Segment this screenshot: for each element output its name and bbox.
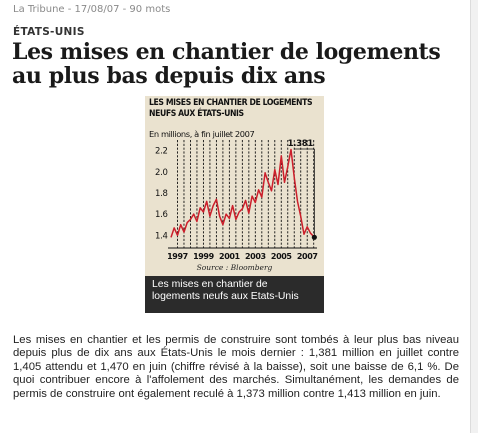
chart-ytick-label: 1.6 xyxy=(155,210,168,221)
article-meta: La Tribune - 17/08/07 - 90 mots xyxy=(13,4,171,15)
chart-ytick-label: 1.4 xyxy=(155,231,168,242)
chart-xtick-label: 1999 xyxy=(193,252,214,261)
chart-ytick-label: 2.0 xyxy=(155,167,168,178)
headline: Les mises en chantier de logements au plus bas depuis dix ans xyxy=(12,39,441,89)
chart-xtick-label: 2005 xyxy=(270,252,292,261)
section-label: ÉTATS-UNIS xyxy=(13,26,85,38)
figure-caption: Les mises en chantier de logements neufs aux Etats-Unis xyxy=(145,276,324,313)
figure xyxy=(145,96,324,313)
chart-xtick-label: 2003 xyxy=(244,252,266,261)
chart-xtick-label: 2001 xyxy=(219,252,240,261)
chart-source: Source : Bloomberg xyxy=(196,263,273,272)
chart-svg xyxy=(145,138,324,262)
chart-xtick-label: 1997 xyxy=(167,252,188,261)
article-body: Les mises en chantier et les permis de construire sont tombés à leur plus bas niveau depuis plus de dix ans aux États-Unis le mois dernier : 1,381 million en juillet contre 1,405 attendu et 1,470 en juin (chiffre révisé à la baisse), soit une baisse de 6,1 %. De quoi contribuer encore à l'affolement des marchés. Simultanément, les demandes de permis de construire ont également reculé à 1,373 million contre 1,413 million en juin. xyxy=(13,334,459,400)
scroll-rail[interactable] xyxy=(470,0,478,433)
chart-subtitle: En millions, à fin juillet 2007 xyxy=(149,129,255,139)
chart-ytick-label: 2.2 xyxy=(155,146,168,157)
chart-xtick-label: 2007 xyxy=(296,252,318,261)
chart-ytick-label: 1.8 xyxy=(155,188,168,199)
chart-title: LES MISES EN CHANTIER DE LOGEMENTS NEUFS AUX ÉTATS-UNIS xyxy=(149,98,313,119)
chart-panel xyxy=(145,96,324,276)
chart-annotation-label: 1.381 xyxy=(287,139,314,149)
